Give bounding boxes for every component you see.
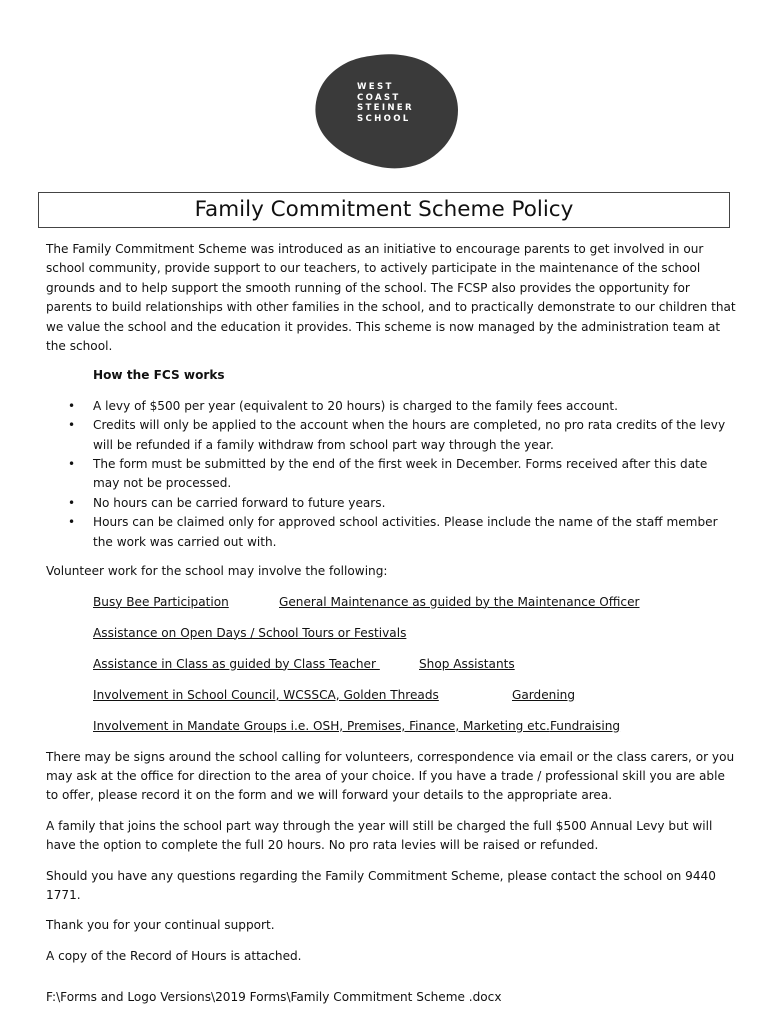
activity-mandate-groups: Involvement in Mandate Groups i.e. OSH, Premises, Finance, Marketing etc. (93, 718, 550, 733)
activity-row (93, 717, 736, 748)
fcs-rules-list (46, 397, 736, 552)
part-way-paragraph: A family that joins the school part way through the year will still be charged the full $500 Annual Levy but will have the option to complete the full 20 hours. No pro rata levies will be raised or refunded. (46, 818, 713, 853)
title-box (38, 192, 730, 228)
list-item: • No hours can be carried forward to future years. (46, 494, 736, 513)
volunteer-lead: Volunteer work for the school may involve the following: (46, 564, 388, 579)
questions-paragraph: Should you have any questions regarding the Family Commitment Scheme, please contact the school on 9440 1771. (46, 868, 716, 902)
activity-row (93, 624, 736, 655)
thanks-paragraph: Thank you for your continual support. (46, 918, 275, 933)
list-item: • A levy of $500 per year (equivalent to 20 hours) is charged to the family fees account. (46, 397, 736, 416)
how-heading: How the FCS works (93, 368, 225, 383)
list-item: • The form must be submitted by the end of the first week in December. Forms received after this date may not be processed. (46, 455, 736, 494)
intro-paragraph: The Family Commitment Scheme was introduced as an initiative to encourage parents to get involved in our school community, provide support to our teachers, to actively participate in the maintenance of the school grounds and to help support the smooth running of the school. The FCSP also provides the opportunity for parents to build relationships with other families in the school, and to practically demonstrate to our children that we value the school and the education it provides. This scheme is now managed by the administration team at the school. (46, 242, 736, 354)
activity-general-maintenance: General Maintenance as guided by the Maintenance Officer (279, 594, 640, 609)
file-path-footer: F:\Forms and Logo Versions\2019 Forms\Family Commitment Scheme .docx (46, 990, 502, 1004)
activity-row (93, 686, 736, 717)
activity-class-assistance: Assistance in Class as guided by Class Teacher (93, 656, 380, 671)
logo-line-4: SCHOOL (357, 113, 411, 124)
attachment-note: A copy of the Record of Hours is attached. (46, 948, 302, 963)
signs-paragraph: There may be signs around the school calling for volunteers, correspondence via email or the class carers, or you may ask at the office for direction to the area of your choice. If you have a trade / professional skill you are able to offer, please record it on the form and we will forward your details to the appropriate area. (46, 749, 735, 803)
logo-wordmark (357, 82, 414, 124)
activity-row (93, 593, 736, 624)
activity-row (93, 655, 736, 686)
document-title: Family Commitment Scheme Policy (194, 197, 574, 222)
activity-fundraising: Fundraising (550, 718, 621, 733)
activity-school-council: Involvement in School Council, WCSSCA, Golden Threads (93, 687, 439, 702)
logo-line-2: COAST (357, 92, 401, 103)
activity-shop-assistants: Shop Assistants (419, 656, 515, 671)
activity-gardening: Gardening (512, 687, 576, 702)
document-body (46, 240, 736, 977)
activity-busy-bee: Busy Bee Participation (93, 594, 229, 609)
list-item: • Credits will only be applied to the account when the hours are completed, no pro rata credits of the levy will be refunded if a family withdraw from school part way through the year. (46, 416, 736, 455)
logo-line-1: WEST (357, 82, 394, 92)
list-item: • Hours can be claimed only for approved school activities. Please include the name of the staff member the work was carried out with. (46, 513, 736, 552)
activity-open-days: Assistance on Open Days / School Tours or Festivals (93, 625, 407, 640)
logo-line-3: STEINER (357, 103, 414, 114)
